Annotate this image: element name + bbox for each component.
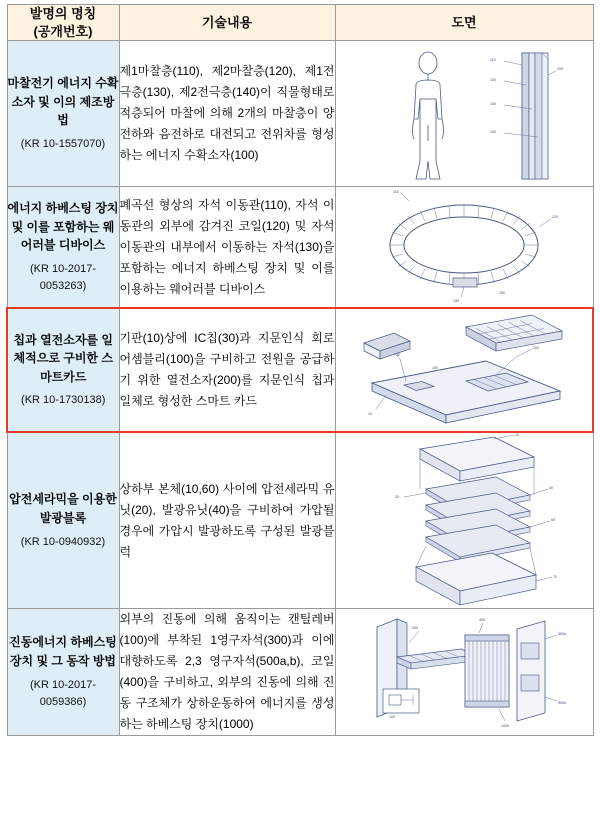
invention-name-cell bbox=[7, 308, 119, 432]
publication-number: (KR 10-2017-0059386) bbox=[29, 678, 97, 708]
svg-text:70: 70 bbox=[553, 575, 557, 580]
svg-text:60: 60 bbox=[551, 518, 555, 523]
figure-cell bbox=[335, 432, 593, 609]
figure-piezo-light-block-exploded bbox=[364, 433, 564, 608]
svg-text:140: 140 bbox=[490, 130, 496, 135]
patent-comparison-sheet bbox=[0, 4, 600, 821]
invention-name-cell bbox=[7, 609, 119, 736]
tech-description-cell: 제1마찰층(110), 제2마찰층(120), 제1전극층(130), 제2전극층(140)이 직물형태로 적층되어 마찰에 의해 2개의 마찰층이 양전하와 음전하로 대전되고 전위차를 형성하는 에너지 수확소자(100) bbox=[119, 41, 335, 187]
table-header bbox=[7, 5, 593, 41]
table-row-highlighted bbox=[7, 308, 593, 432]
svg-text:1000: 1000 bbox=[501, 724, 509, 729]
svg-text:110: 110 bbox=[393, 190, 399, 195]
column-header-tech: 기술내용 bbox=[119, 5, 335, 41]
svg-text:40: 40 bbox=[549, 486, 553, 491]
svg-text:10: 10 bbox=[515, 433, 519, 438]
invention-title: 에너지 하베스팅 장치 및 이를 포함하는 웨어러블 디바이스 bbox=[7, 201, 119, 253]
invention-name-cell bbox=[7, 432, 119, 609]
svg-text:100: 100 bbox=[431, 366, 438, 371]
figure-cell bbox=[335, 609, 593, 736]
figure-person-with-fabric-panel bbox=[344, 41, 584, 186]
svg-text:100: 100 bbox=[499, 291, 505, 296]
publication-number: (KR 10-0940932) bbox=[20, 535, 106, 548]
invention-title: 칩과 열전소자를 일체적으로 구비한 스마트카드 bbox=[13, 332, 113, 384]
svg-text:300: 300 bbox=[412, 626, 418, 631]
figure-coiled-ring-loop bbox=[349, 187, 579, 307]
invention-title: 마찰전기 에너지 수확소자 및 이의 제조방법 bbox=[7, 76, 119, 128]
svg-text:200: 200 bbox=[532, 346, 539, 351]
column-header-title-line2: (공개번호) bbox=[33, 23, 93, 39]
svg-text:20: 20 bbox=[395, 495, 399, 500]
svg-text:130: 130 bbox=[490, 102, 496, 107]
table-row bbox=[7, 41, 593, 187]
tech-description-cell: 폐곡선 형상의 자석 이동관(110), 자석 이동관의 외부에 감겨진 코일(120) 및 자석 이동관의 내부에서 이동하는 자석(130)을 포함하는 에너지 하베스팅 장치 및 이를 이용하는 웨어러블 디바이스 bbox=[119, 187, 335, 309]
publication-number: (KR 10-1730138) bbox=[21, 394, 106, 407]
table-row bbox=[7, 609, 593, 736]
svg-text:500b: 500b bbox=[558, 701, 566, 706]
svg-text:130: 130 bbox=[453, 299, 459, 304]
invention-name-cell bbox=[7, 41, 119, 187]
svg-text:30: 30 bbox=[395, 353, 400, 358]
svg-text:120: 120 bbox=[490, 78, 496, 83]
invention-name-cell bbox=[7, 187, 119, 309]
table-body bbox=[7, 41, 593, 736]
svg-text:100: 100 bbox=[557, 67, 563, 72]
svg-text:120: 120 bbox=[552, 215, 558, 220]
tech-description-cell: 기판(10)상에 IC칩(30)과 지문인식 회로 어셈블리(100)을 구비하고 전원을 공급하기 위한 열전소자(200)를 지문인식 칩과 일체로 형성한 스마트 카드 bbox=[119, 308, 335, 432]
figure-cell bbox=[335, 187, 593, 309]
figure-cell bbox=[335, 41, 593, 187]
publication-number: (KR 10-1557070) bbox=[20, 137, 106, 150]
tech-description-cell: 상하부 본체(10,60) 사이에 압전세라믹 유닛(20), 발광유닛(40)을 구비하여 가압될 경우에 가압시 발광하도록 구성된 발광블럭 bbox=[119, 432, 335, 609]
patent-table bbox=[6, 4, 594, 736]
svg-text:10: 10 bbox=[367, 412, 372, 417]
svg-text:500a: 500a bbox=[558, 632, 566, 637]
invention-title: 진동에너지 하베스팅 장치 및 그 동작 방법 bbox=[9, 635, 117, 669]
column-header-figure: 도면 bbox=[335, 5, 593, 41]
figure-cell bbox=[335, 308, 593, 432]
publication-number: (KR 10-2017-0053263) bbox=[29, 262, 97, 292]
figure-smartcard-thermoelectric bbox=[346, 309, 582, 431]
column-header-title-line1: 발명의 명칭 bbox=[29, 6, 97, 21]
table-row bbox=[7, 187, 593, 309]
tech-description-cell: 외부의 진동에 의해 움직이는 캔틸레버(100)에 부착된 1영구자석(300)과 이에 대향하도록 2,3 영구자석(500a,b), 코일(400)을 구비하고, 외부의 진동에 의해 진동 구조체가 상하운동하여 에너지를 생성하는 하베스팅 장치(1000) bbox=[119, 609, 335, 736]
svg-text:110: 110 bbox=[490, 58, 496, 63]
svg-text:400: 400 bbox=[479, 618, 485, 623]
table-row bbox=[7, 432, 593, 609]
column-header-title bbox=[7, 5, 119, 41]
header-row bbox=[7, 5, 593, 41]
invention-title: 압전세라믹을 이용한 발광블록 bbox=[9, 492, 117, 526]
figure-vibration-harvester-cantilever bbox=[349, 613, 579, 731]
svg-text:100: 100 bbox=[389, 715, 395, 720]
